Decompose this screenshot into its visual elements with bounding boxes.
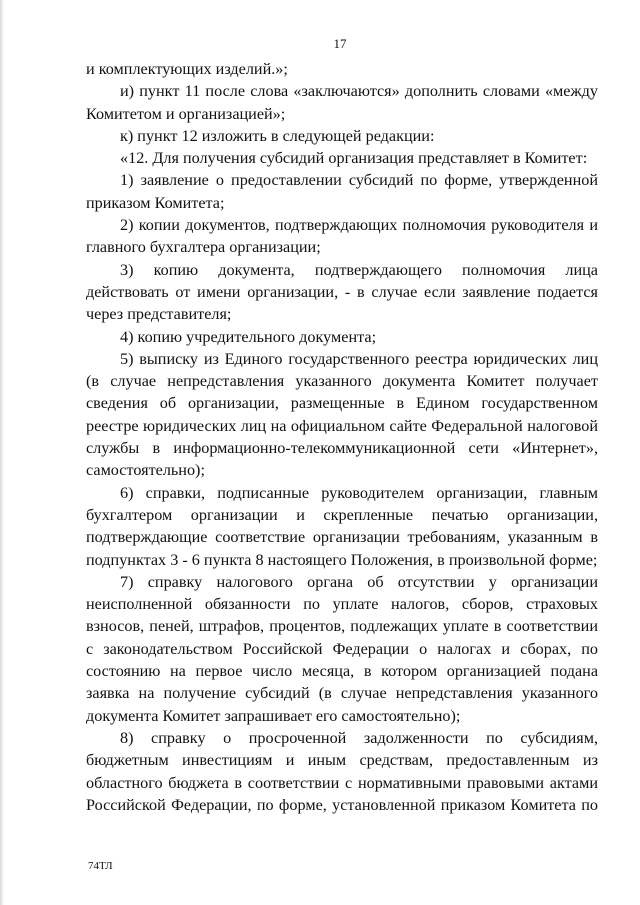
scan-edge [0, 0, 4, 905]
footer-document-code: 74ТЛ [88, 860, 113, 872]
paragraph-sub-2: 2) копии документов, подтверждающих полномочия руководителя и главного бухгалтера организации; [86, 216, 598, 257]
paragraph-sub-7: 7) справку налогового органа об отсутствии у организации неисполненной обязанности по уплате налогов, сборов, страховых взносов, пеней, штрафов, процентов, подлежащих уплате в соответствии с законодательством Российской Федерации о налогах и сборах, по состоянию на первое число месяца, в котором организацией подана заявка на получение субсидий (в случае непредставления указанного документа Комитет запрашивает его самостоятельно); [86, 572, 598, 725]
paragraph-sub-3: 3) копию документа, подтверждающего полномочия лица действовать от имени организации, - в случае если заявление подается через представителя; [86, 260, 598, 324]
paragraph-sub-5: 5) выписку из Единого государственного реестра юридических лиц (в случае непредставления указанного документа Комитет получает сведения об организации, размещенные в Едином государственном реестре юридических лиц на официальном сайте Федеральной налоговой службы в информационно-телекоммуникационной сети «Интернет», самостоятельно); [86, 349, 598, 480]
paragraph-sub-4: 4) копию учредительного документа; [120, 327, 377, 346]
paragraph-item-i: и) пункт 11 после слова «заключаются» дополнить словами «между Комитетом и организацией»; [86, 82, 598, 123]
page-number: 17 [333, 36, 347, 51]
document-body [86, 58, 598, 816]
paragraph-item-k: к) пункт 12 изложить в следующей редакции: [120, 126, 435, 145]
paragraph-sub-8: 8) справку о просроченной задолженности по субсидиям, бюджетным инвестициям и иным средствам, предоставленным из областного бюджета в соответствии с нормативными правовыми актами Российской Федерации, по форме, установленной приказом Комитета по [86, 728, 598, 814]
paragraph-clause-12: «12. Для получения субсидий организация представляет в Комитет: [120, 149, 588, 168]
paragraph-sub-6: 6) справки, подписанные руководителем организации, главным бухгалтером организации и скрепленные печатью организации, подтверждающие соответствие организации требованиям, указанным в подпунктах 3 - 6 пункта 8 настоящего Положения, в произвольной форме; [86, 483, 598, 569]
paragraph-sub-1: 1) заявление о предоставлении субсидий по форме, утвержденной приказом Комитета; [86, 171, 598, 212]
paragraph-continuation: и комплектующих изделий.»; [86, 60, 288, 78]
